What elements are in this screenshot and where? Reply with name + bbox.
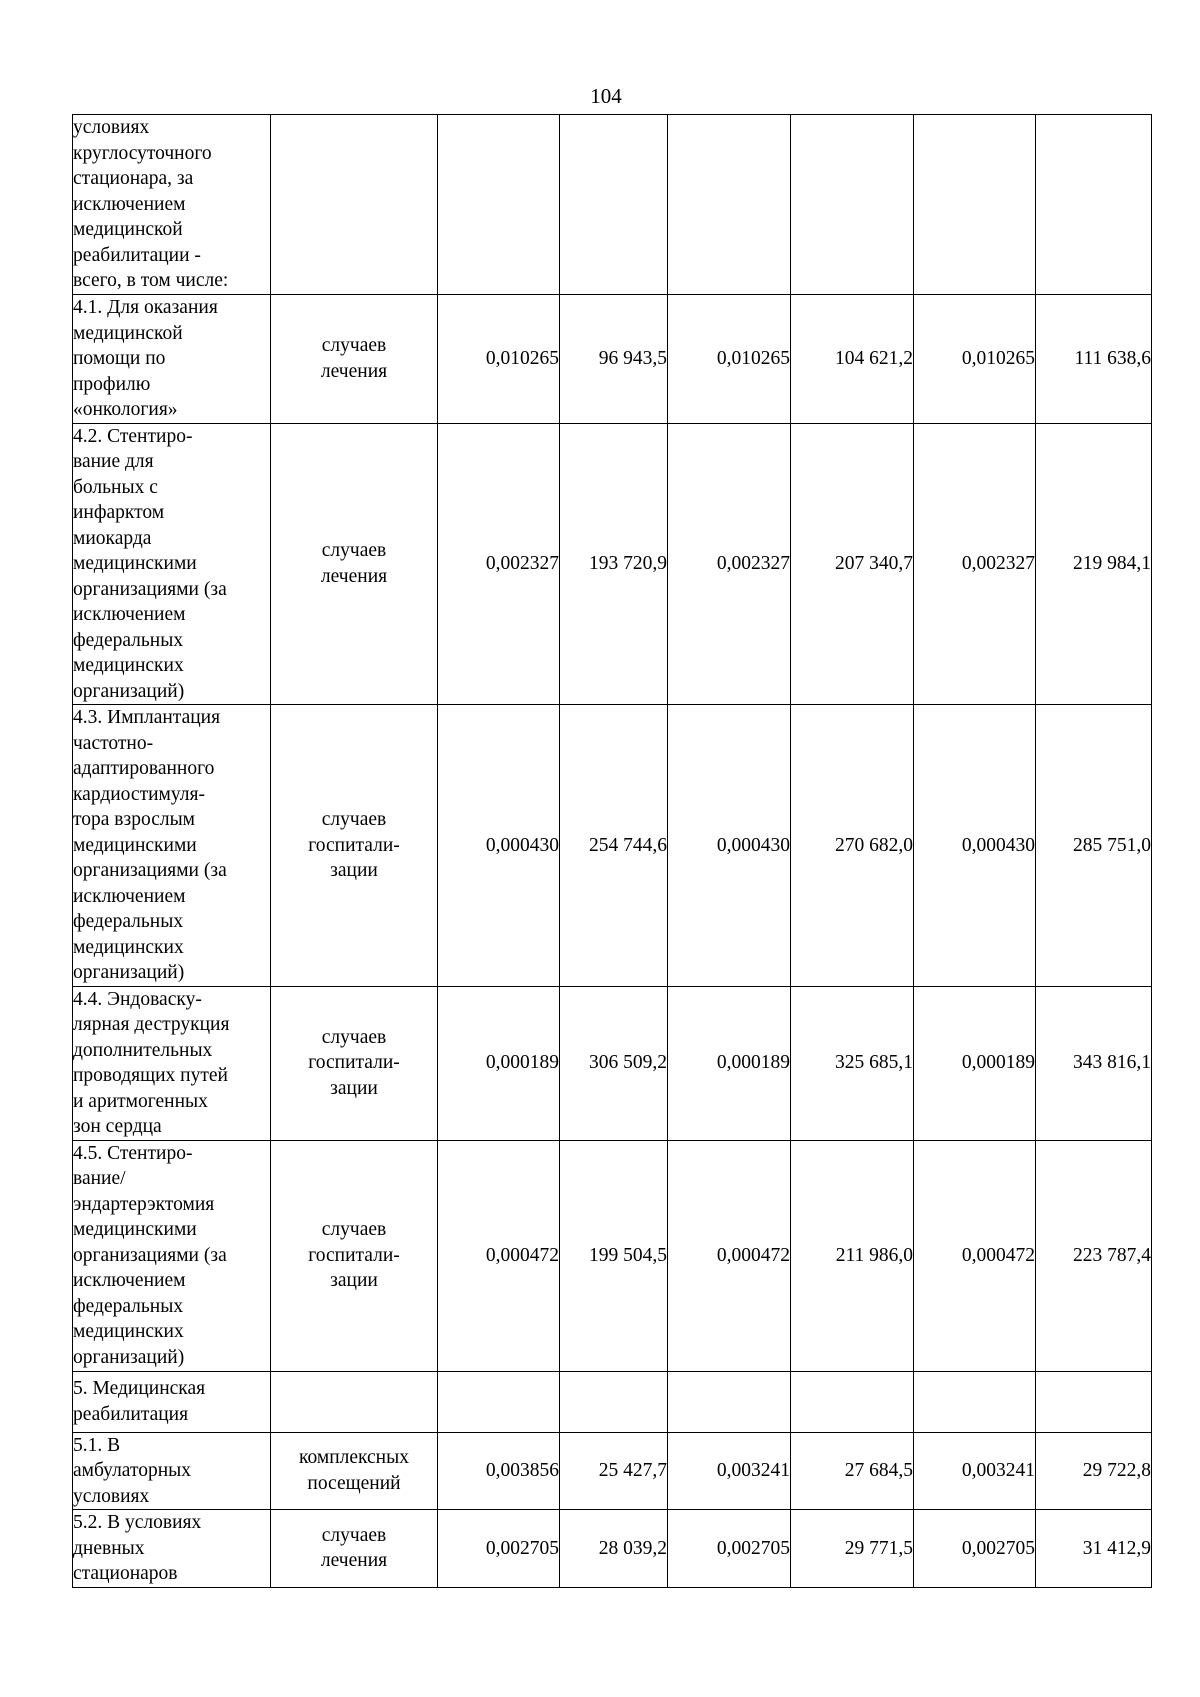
volume-norm-cell: 0,000472 (914, 1140, 1036, 1371)
rates-table (72, 114, 1152, 1588)
page-number: 104 (590, 84, 622, 108)
row-name-cell: 5.1. В амбулаторных условиях (73, 1432, 271, 1510)
cost-norm-cell: 29 771,5 (791, 1510, 914, 1588)
volume-norm-cell: 0,000430 (438, 705, 560, 987)
row-name-cell: 5. Медицинская реабилитация (73, 1371, 271, 1432)
volume-norm-cell (438, 1371, 560, 1432)
row-name-cell: 4.1. Для оказания медицинской помощи по профилю «онкология» (73, 295, 271, 424)
volume-norm-cell: 0,010265 (438, 295, 560, 424)
cost-norm-cell: 306 509,2 (560, 986, 668, 1140)
volume-norm-cell (668, 1371, 791, 1432)
volume-norm-cell: 0,002705 (914, 1510, 1036, 1588)
unit-cell: случаев госпитали- зации (271, 705, 438, 987)
unit-cell: случаев лечения (271, 295, 438, 424)
table-row (73, 1140, 1152, 1371)
volume-norm-cell: 0,002327 (668, 423, 791, 705)
cost-norm-cell: 27 684,5 (791, 1432, 914, 1510)
table-row (73, 423, 1152, 705)
cost-norm-cell: 111 638,6 (1036, 295, 1152, 424)
cost-norm-cell (791, 1371, 914, 1432)
cost-norm-cell (791, 115, 914, 295)
volume-norm-cell (914, 115, 1036, 295)
cost-norm-cell: 25 427,7 (560, 1432, 668, 1510)
volume-norm-cell: 0,002705 (438, 1510, 560, 1588)
row-name-cell: 4.4. Эндоваску- лярная деструкция дополнительных проводящих путей и аритмогенных зон сердца (73, 986, 271, 1140)
row-name-cell: 4.2. Стентиро- вание для больных с инфарктом миокарда медицинскими организациями (за исключением федеральных медицинских организаций) (73, 423, 271, 705)
volume-norm-cell: 0,002705 (668, 1510, 791, 1588)
volume-norm-cell: 0,002327 (438, 423, 560, 705)
unit-cell: случаев госпитали- зации (271, 1140, 438, 1371)
unit-cell: комплексных посещений (271, 1432, 438, 1510)
cost-norm-cell: 96 943,5 (560, 295, 668, 424)
row-name-cell: 4.5. Стентиро- вание/ эндартерэктомия медицинскими организациями (за исключением федеральных медицинских организаций) (73, 1140, 271, 1371)
volume-norm-cell: 0,002327 (914, 423, 1036, 705)
table-row (73, 986, 1152, 1140)
table-row (73, 1432, 1152, 1510)
volume-norm-cell: 0,003856 (438, 1432, 560, 1510)
cost-norm-cell (1036, 1371, 1152, 1432)
volume-norm-cell: 0,000430 (668, 705, 791, 987)
volume-norm-cell (438, 115, 560, 295)
unit-cell: случаев госпитали- зации (271, 986, 438, 1140)
cost-norm-cell: 207 340,7 (791, 423, 914, 705)
row-name-cell: условиях круглосуточного стационара, за исключением медицинской реабилитации - всего, в том числе: (73, 115, 271, 295)
cost-norm-cell: 343 816,1 (1036, 986, 1152, 1140)
table-row (73, 115, 1152, 295)
volume-norm-cell: 0,003241 (914, 1432, 1036, 1510)
volume-norm-cell: 0,000189 (668, 986, 791, 1140)
cost-norm-cell (560, 115, 668, 295)
cost-norm-cell: 31 412,9 (1036, 1510, 1152, 1588)
volume-norm-cell: 0,000472 (668, 1140, 791, 1371)
volume-norm-cell: 0,000430 (914, 705, 1036, 987)
cost-norm-cell: 104 621,2 (791, 295, 914, 424)
cost-norm-cell: 223 787,4 (1036, 1140, 1152, 1371)
unit-cell (271, 115, 438, 295)
cost-norm-cell: 28 039,2 (560, 1510, 668, 1588)
cost-norm-cell: 211 986,0 (791, 1140, 914, 1371)
cost-norm-cell: 199 504,5 (560, 1140, 668, 1371)
volume-norm-cell: 0,000472 (438, 1140, 560, 1371)
volume-norm-cell (668, 115, 791, 295)
cost-norm-cell: 219 984,1 (1036, 423, 1152, 705)
row-name-cell: 4.3. Имплантация частотно- адаптированного кардиостимуля- тора взрослым медицинскими организациями (за исключением федеральных медицинских организаций) (73, 705, 271, 987)
table-row (73, 1371, 1152, 1432)
cost-norm-cell: 254 744,6 (560, 705, 668, 987)
cost-norm-cell: 325 685,1 (791, 986, 914, 1140)
cost-norm-cell: 285 751,0 (1036, 705, 1152, 987)
cost-norm-cell: 29 722,8 (1036, 1432, 1152, 1510)
table-row (73, 1510, 1152, 1588)
volume-norm-cell: 0,010265 (914, 295, 1036, 424)
volume-norm-cell: 0,000189 (438, 986, 560, 1140)
volume-norm-cell: 0,003241 (668, 1432, 791, 1510)
unit-cell: случаев лечения (271, 423, 438, 705)
volume-norm-cell: 0,000189 (914, 986, 1036, 1140)
cost-norm-cell: 193 720,9 (560, 423, 668, 705)
table-row (73, 705, 1152, 987)
volume-norm-cell: 0,010265 (668, 295, 791, 424)
row-name-cell: 5.2. В условиях дневных стационаров (73, 1510, 271, 1588)
unit-cell: случаев лечения (271, 1510, 438, 1588)
cost-norm-cell (1036, 115, 1152, 295)
table-row (73, 295, 1152, 424)
cost-norm-cell: 270 682,0 (791, 705, 914, 987)
volume-norm-cell (914, 1371, 1036, 1432)
unit-cell (271, 1371, 438, 1432)
cost-norm-cell (560, 1371, 668, 1432)
